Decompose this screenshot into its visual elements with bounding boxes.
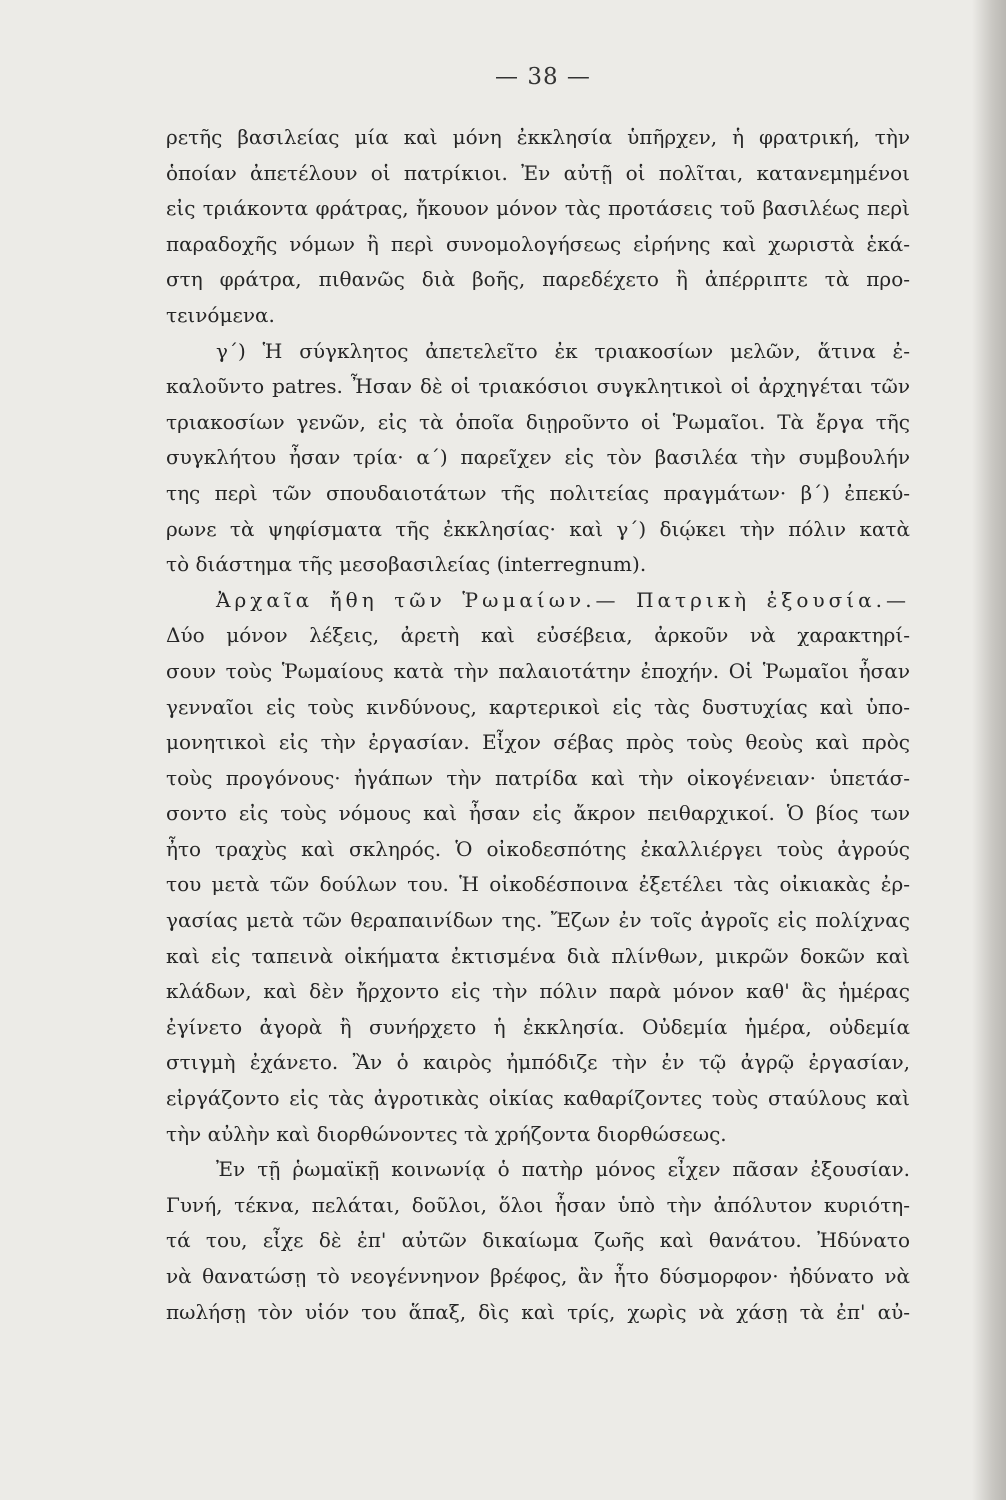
text-line: του μετὰ τῶν δούλων του. Ἡ οἰκοδέσποινα ἐξετέλει τὰς οἰκιακὰς ἐρ- xyxy=(166,872,910,897)
text-line: γ΄) Ἡ σύγκλητος ἀπετελεῖτο ἐκ τριακοσίων μελῶν, ἅτινα ἐ- xyxy=(216,338,910,363)
text-line: τά του, εἶχε δὲ ἐπ' αὐτῶν δικαίωμα ζωῆς καὶ θανάτου. Ἠδύνατο xyxy=(166,1228,910,1253)
section-heading: Ἀρχαῖα ἤθη τῶν Ῥωμαίων.— Πατρικὴ ἐξουσία.— xyxy=(216,587,910,612)
text-line: εἰργάζοντο εἰς τὰς ἀγροτικὰς οἰκίας καθαρίζοντες τοὺς σταύλους καὶ xyxy=(166,1086,910,1111)
text-line: καλοῦντο patres. Ἦσαν δὲ οἱ τριακόσιοι συγκλητικοὶ οἱ ἀρχηγέται τῶν xyxy=(166,374,910,399)
text-line: ἐγίνετο ἀγορὰ ἢ συνήρχετο ἡ ἐκκλησία. Οὐδεμία ἡμέρα, οὐδεμία xyxy=(166,1014,910,1039)
text-line: στη φράτρα, πιθανῶς διὰ βοῆς, παρεδέχετο ἢ ἀπέρριπτε τὰ προ- xyxy=(166,267,910,292)
text-line: συγκλήτου ἦσαν τρία· α΄) παρεῖχεν εἰς τὸν βασιλέα τὴν συμβουλήν xyxy=(166,445,910,470)
text-line: της περὶ τῶν σπουδαιοτάτων τῆς πολιτείας πραγμάτων· β΄) ἐπεκύ- xyxy=(166,480,910,505)
body-text xyxy=(166,120,910,1330)
text-line: τριακοσίων γενῶν, εἰς τὰ ὁποῖα διῃροῦντο οἱ Ῥωμαῖοι. Τὰ ἔργα τῆς xyxy=(166,409,910,434)
text-line: νὰ θανατώσῃ τὸ νεογέννηνον βρέφος, ἂν ἦτο δύσμορφον· ἠδύνατο νὰ xyxy=(166,1264,910,1288)
text-line: Γυνή, τέκνα, πελάται, δοῦλοι, ὅλοι ἦσαν ὑπὸ τὴν ἀπόλυτον κυριότη- xyxy=(166,1192,910,1217)
page-edge-shadow xyxy=(972,0,1006,1500)
text-line: γενναῖοι εἰς τοὺς κινδύνους, καρτερικοὶ εἰς τὰς δυστυχίας καὶ ὑπο- xyxy=(166,694,910,719)
text-line: ρετῆς βασιλείας μία καὶ μόνη ἐκκλησία ὑπῆρχεν, ἡ φρατρική, τὴν xyxy=(166,125,910,149)
text-line: ἦτο τραχὺς καὶ σκληρός. Ὁ οἰκοδεσπότης ἐκαλλιέργει τοὺς ἀγρούς xyxy=(166,836,910,861)
text-line: εἰς τριάκοντα φράτρας, ἤκουον μόνον τὰς προτάσεις τοῦ βασιλέως περὶ xyxy=(166,196,910,221)
text-line: στιγμὴ ἐχάνετο. Ἂν ὁ καιρὸς ἠμπόδιζε τὴν ἐν τῷ ἀγρῷ ἐργασίαν, xyxy=(166,1050,910,1075)
text-line: τεινόμενα. xyxy=(166,302,275,327)
text-line: σουν τοὺς Ῥωμαίους κατὰ τὴν παλαιοτάτην ἐποχήν. Οἱ Ῥωμαῖοι ἦσαν xyxy=(166,658,910,683)
page-number: — 38 — xyxy=(495,64,591,90)
text-line: μονητικοὶ εἰς τὴν ἐργασίαν. Εἶχον σέβας πρὸς τοὺς θεοὺς καὶ πρὸς xyxy=(166,730,910,755)
text-line: τοὺς προγόνους· ἠγάπων τὴν πατρίδα καὶ τὴν οἰκογένειαν· ὑπετάσ- xyxy=(166,765,910,790)
text-line: καὶ εἰς ταπεινὰ οἰκήματα ἐκτισμένα διὰ πλίνθων, μικρῶν δοκῶν καὶ xyxy=(166,943,910,968)
text-line: κλάδων, καὶ δὲν ἤρχοντο εἰς τὴν πόλιν παρὰ μόνον καθ' ἃς ἡμέρας xyxy=(166,979,910,1004)
text-line: πωλήσῃ τὸν υἱόν του ἅπαξ, δὶς καὶ τρίς, χωρὶς νὰ χάσῃ τὰ ἐπ' αὐ- xyxy=(166,1299,910,1324)
text-line: παραδοχῆς νόμων ἢ περὶ συνομολογήσεως εἰρήνης καὶ χωριστὰ ἑκά- xyxy=(166,231,910,256)
text-line: Ἐν τῇ ῥωμαϊκῇ κοινωνίᾳ ὁ πατὴρ μόνος εἶχεν πᾶσαν ἐξουσίαν. xyxy=(216,1157,910,1182)
text-line: τὸ διάστημα τῆς μεσοβασιλείας (interregnum). xyxy=(166,552,647,577)
text-line: τὴν αὐλὴν καὶ διορθώνοντες τὰ χρήζοντα διορθώσεως. xyxy=(166,1121,727,1146)
text-line: ὁποίαν ἀπετέλουν οἱ πατρίκιοι. Ἐν αὐτῇ οἱ πολῖται, κατανεμημένοι xyxy=(166,160,910,185)
text-line: γασίας μετὰ τῶν θεραπαινίδων της. Ἔζων ἐν τοῖς ἀγροῖς εἰς πολίχνας xyxy=(166,908,910,933)
text-line: ρωνε τὰ ψηφίσματα τῆς ἐκκλησίας· καὶ γ΄) διῴκει τὴν πόλιν κατὰ xyxy=(166,516,910,541)
text-line: Δύο μόνον λέξεις, ἀρετὴ καὶ εὐσέβεια, ἀρκοῦν νὰ χαρακτηρί- xyxy=(166,623,910,648)
text-line: σοντο εἰς τοὺς νόμους καὶ ἦσαν εἰς ἄκρον πειθαρχικοί. Ὁ βίος των xyxy=(166,801,910,826)
